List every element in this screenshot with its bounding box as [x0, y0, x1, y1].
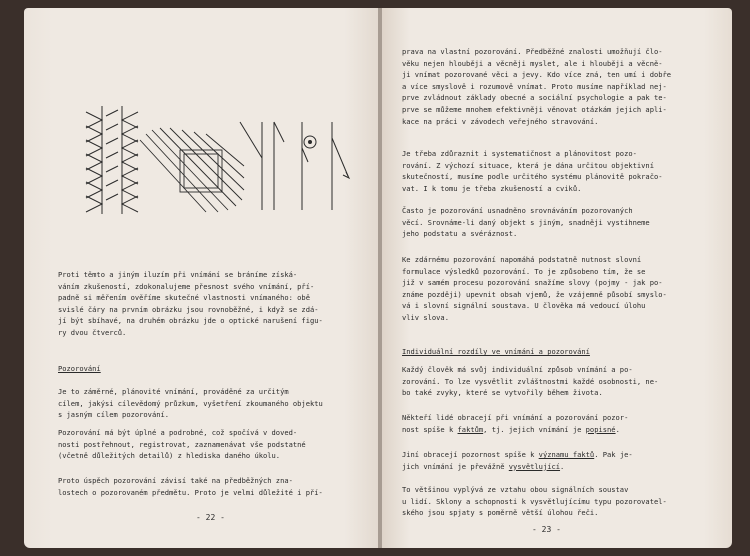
- square-distortion-figure: [136, 126, 246, 216]
- term-vysvetlujici: vysvětlující: [508, 461, 561, 471]
- paragraph-individual-way: Každý člověk má svůj individuální způsob vnímání a po- zorování. To lze vysvětlit zvláštnostmi každé osobnosti, ne- bo také zvyky, které se vytvořily během života.: [402, 365, 659, 398]
- paragraph-systematicity: Je třeba zdůraznit i systematičnost a plánovitost pozo- rování. Z výchozí situace, která je dána určitou objektivní skutečností, musíme podle určitého systému plánovitě pokračo- vat. I k tomu je třeba zkušeností a cviků.: [402, 149, 663, 193]
- heading-individual-differences: Individuální rozdíly ve vnímání a pozorování: [402, 347, 590, 356]
- term-popisne: popisné: [585, 424, 616, 434]
- page-number-right: - 23 -: [532, 525, 561, 534]
- paragraph-prior-knowledge: Proto úspěch pozorování závisí také na předběžných zna- lostech o pozorovaném předmětu. Proto je velmi důležité i pří-: [58, 476, 323, 497]
- paragraph-illusions: Proti těmto a jiným iluzím při vnímání se bráníme získá- váním zkušeností, zdokonalujeme přesnost svého vnímání, pří- padně si měřením ověříme skutečné vlastnosti vnímaného: obě svislé čáry na prvním obrázku jsou rovnoběžné, i když se zdá- jí být sbíhavé, na druhém obrázku jde o optické narušení figu- ry dvou čtverců.: [58, 270, 323, 337]
- paragraph-definition: Je to záměrné, plánovité vnímání, prováděné za určitým cílem, jakýsi cílevědomý průzkum, vyšetření zkoumaného objektu s jasným cílem pozorování.: [58, 387, 323, 420]
- paragraph-signal-systems: To většinou vyplývá ze vztahu obou signálních soustav u lidí. Sklony a schopnosti k vysvětlujícímu typu pozorovatel- ského jsou spjaty s poměrně větší úlohou řeči.: [402, 485, 667, 518]
- paragraph-explanatory-type: Jiní obracejí pozornost spíše k významu faktů. Pak je- jich vnímání je převážně vysvětlující.: [402, 450, 633, 471]
- heading-pozorovani: Pozorování: [58, 364, 101, 373]
- left-page: [24, 8, 380, 548]
- term-vyznam-faktu: významu faktů: [538, 450, 595, 459]
- paragraph-verbal-formulation: Ke zdárnému pozorování napomáhá podstatně nutnost slovní formulace výsledků pozorování. To je způsobeno tím, že se již v samém procesu pozorování snažíme slovy (pojmy - jak po- známe později) upevnit obsah vjemů, že vzájemně působí smyslo- vá i slovní signální soustava. U člověka má vedoucí úlohu vliv slova.: [402, 255, 667, 322]
- paragraph-comparison: Často je pozorování usnadněno srovnáváním pozorovaných věcí. Srovnáme-li daný objekt s jiným, snadněji vystihneme jeho podstatu a svéráznost.: [402, 206, 650, 239]
- paragraph-descriptive-type: Někteří lidé obracejí při vnímání a pozorování pozor- nost spíše k faktům, tj. jejich vnímání je popisné.: [402, 413, 629, 434]
- lines-circle-figure: [236, 118, 356, 214]
- term-faktum: faktům: [457, 424, 484, 434]
- paragraph-prior-knowledge-cont: prava na vlastní pozorování. Předběžné znalosti umožňují člo- věku nejen hlouběji a věcněji myslet, ale i hlouběji a věcně- ji vnímat pozorované věci a jevy. Kdo více zná, ten umí i dobře a více smyslově i rozumově vnímat. Proto musíme například nej- prve zvládnout základy obecné a sociální psychologie a pak te- prve se můžeme mnohem efektivněji věnovat otázkám jejich apli- kace na práci v závodech veřejného stravování.: [402, 47, 672, 126]
- paragraph-completeness: Pozorování má být úplné a podrobné, což spočívá v doved- nosti postřehnout, registrovat, zaznamenávat vše podstatné (včetně důležitých detailů) z hlediska daného úkolu.: [58, 428, 306, 461]
- page-number-left: - 22 -: [196, 513, 225, 522]
- right-page: [382, 8, 732, 548]
